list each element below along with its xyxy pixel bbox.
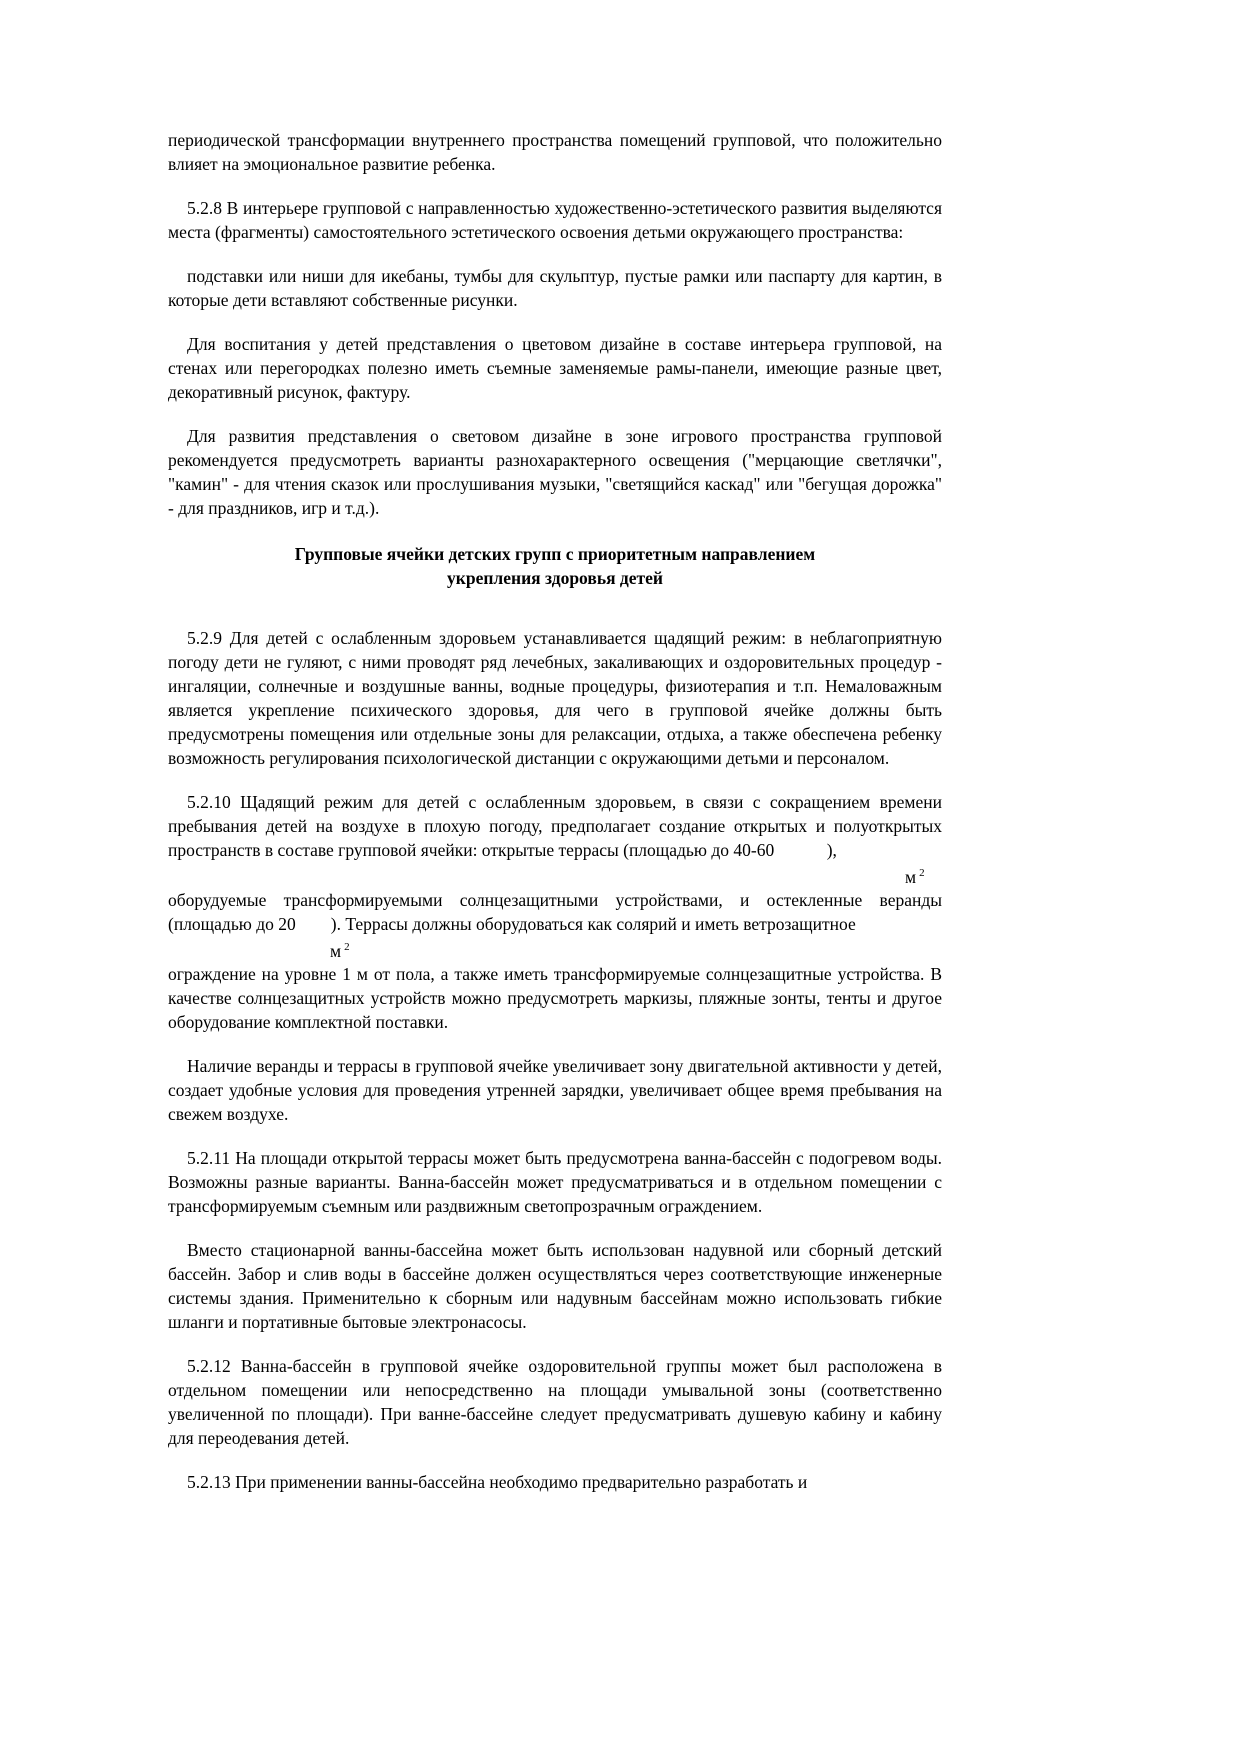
paragraph-5-2-8: 5.2.8 В интерьере групповой с направленностью художественно-эстетического развития выделяются места (фрагменты) самостоятельного эстетического освоения детьми окружающего пространства: — [168, 198, 942, 242]
square-meters-base: м — [905, 866, 917, 887]
square-meters-superscript — [905, 862, 942, 888]
document-content — [168, 128, 942, 1494]
paragraph-inflatable-pool: Вместо стационарной ванны-бассейна может быть использован надувной или сборный детский бассейн. Забор и слив воды в бассейне должен осуществляться через соответствующие инженерные системы здания. Применительно к сборным или надувным бассейнам можно использовать гибкие шланги и портативные бытовые электронасосы. — [168, 1239, 942, 1332]
square-meters-exponent: 2 — [919, 867, 925, 879]
paragraph-light-design: Для развития представления о световом дизайне в зоне игрового пространства групповой рекомендуется предусмотреть варианты разнохарактерного освещения ("мерцающие светлячки", "камин" - для чтения сказок или прослушивания музыки, "светящийся каскад" или "бегущая дорожка" - для праздников, игр и т.д.). — [168, 426, 942, 518]
section-heading-line2: укрепления здоровья детей — [447, 568, 663, 588]
square-meters-exponent: 2 — [344, 940, 350, 953]
square-meters-base: м — [330, 940, 342, 961]
paragraph-5-2-9: 5.2.9 Для детей с ослабленным здоровьем устанавливается щадящий режим: в неблагоприятную погоду дети не гуляют, с ними проводят ряд лечебных, закаливающих и оздоровительных процедур - ингаляции, солнечные и воздушные ванны, водные процедуры, физиотерапия и т.п. Немаловажным является укрепление психического здоровья, для чего в групповой ячейке должны быть предусмотрены помещения или отдельные зоны для релаксации, отдыха, а также обеспечена ребенку возможность регулирования психологической дистанции с окружающими детьми и персоналом. — [168, 628, 942, 768]
section-heading — [168, 542, 942, 590]
section-heading-line1: Групповые ячейки детских групп с приоритетным направлением — [294, 544, 816, 564]
paragraph-5-2-12: 5.2.12 Ванна-бассейн в групповой ячейке оздоровительной группы может был расположена в отдельном помещении или непосредственно на площади умывальной зоны (соответственно увеличенной по площади). При ванне-бассейне следует предусматривать душевую кабину и кабину для переодевания детей. — [168, 1355, 942, 1448]
paragraph-color-design: Для воспитания у детей представления о цветовом дизайне в составе интерьера групповой, на стенах или перегородках полезно иметь съемные заменяемые рамы-панели, имеющие разные цвет, декоративный рисунок, фактуру. — [168, 334, 942, 402]
paragraph-5-2-11: 5.2.11 На площади открытой террасы может быть предусмотрена ванна-бассейн с подогревом воды. Возможны разные варианты. Ванна-бассейн может предусматриваться и в отдельном помещении с трансформируемым съемным или раздвижным светопрозрачным ограждением. — [168, 1147, 942, 1216]
paragraph-stands-niches: подставки или ниши для икебаны, тумбы для скульптур, пустые рамки или паспарту для картин, в которые дети вставляют собственные рисунки. — [168, 266, 942, 310]
paragraph-5-2-10-part3: ограждение на уровне 1 м от пола, а также иметь трансформируемые солнцезащитные устройства. В качестве солнцезащитных устройств можно предусмотреть маркизы, пляжные зонты, тенты и другое оборудование комплектной поставки. — [168, 963, 942, 1032]
paragraph-continuation: периодической трансформации внутреннего пространства помещений групповой, что положительно влияет на эмоциональное развитие ребенка. — [168, 130, 942, 174]
paragraph-5-2-10-part2: оборудуемые трансформируемыми солнцезащитными устройствами, и остекленные веранды (площадью до 20 ). Террасы должны оборудоваться как солярий и иметь ветрозащитное — [168, 889, 942, 934]
square-meters-superscript — [330, 936, 942, 962]
paragraph-5-2-10-part1: 5.2.10 Щадящий режим для детей с ослабленным здоровьем, в связи с сокращением времени пребывания детей на воздухе в плохую погоду, предполагает создание открытых и полуоткрытых пространств в составе групповой ячейки: открытые террасы (площадью до 40-60 ), — [168, 792, 942, 860]
paragraph-veranda-terrace: Наличие веранды и террасы в групповой ячейке увеличивает зону двигательной активности у детей, создает удобные условия для проведения утренней зарядки, увеличивает общее время пребывания на свежем воздухе. — [168, 1055, 942, 1124]
paragraph-5-2-10 — [168, 790, 942, 1034]
paragraph-5-2-13: 5.2.13 При применении ванны-бассейна необходимо предварительно разработать и — [187, 1471, 808, 1492]
